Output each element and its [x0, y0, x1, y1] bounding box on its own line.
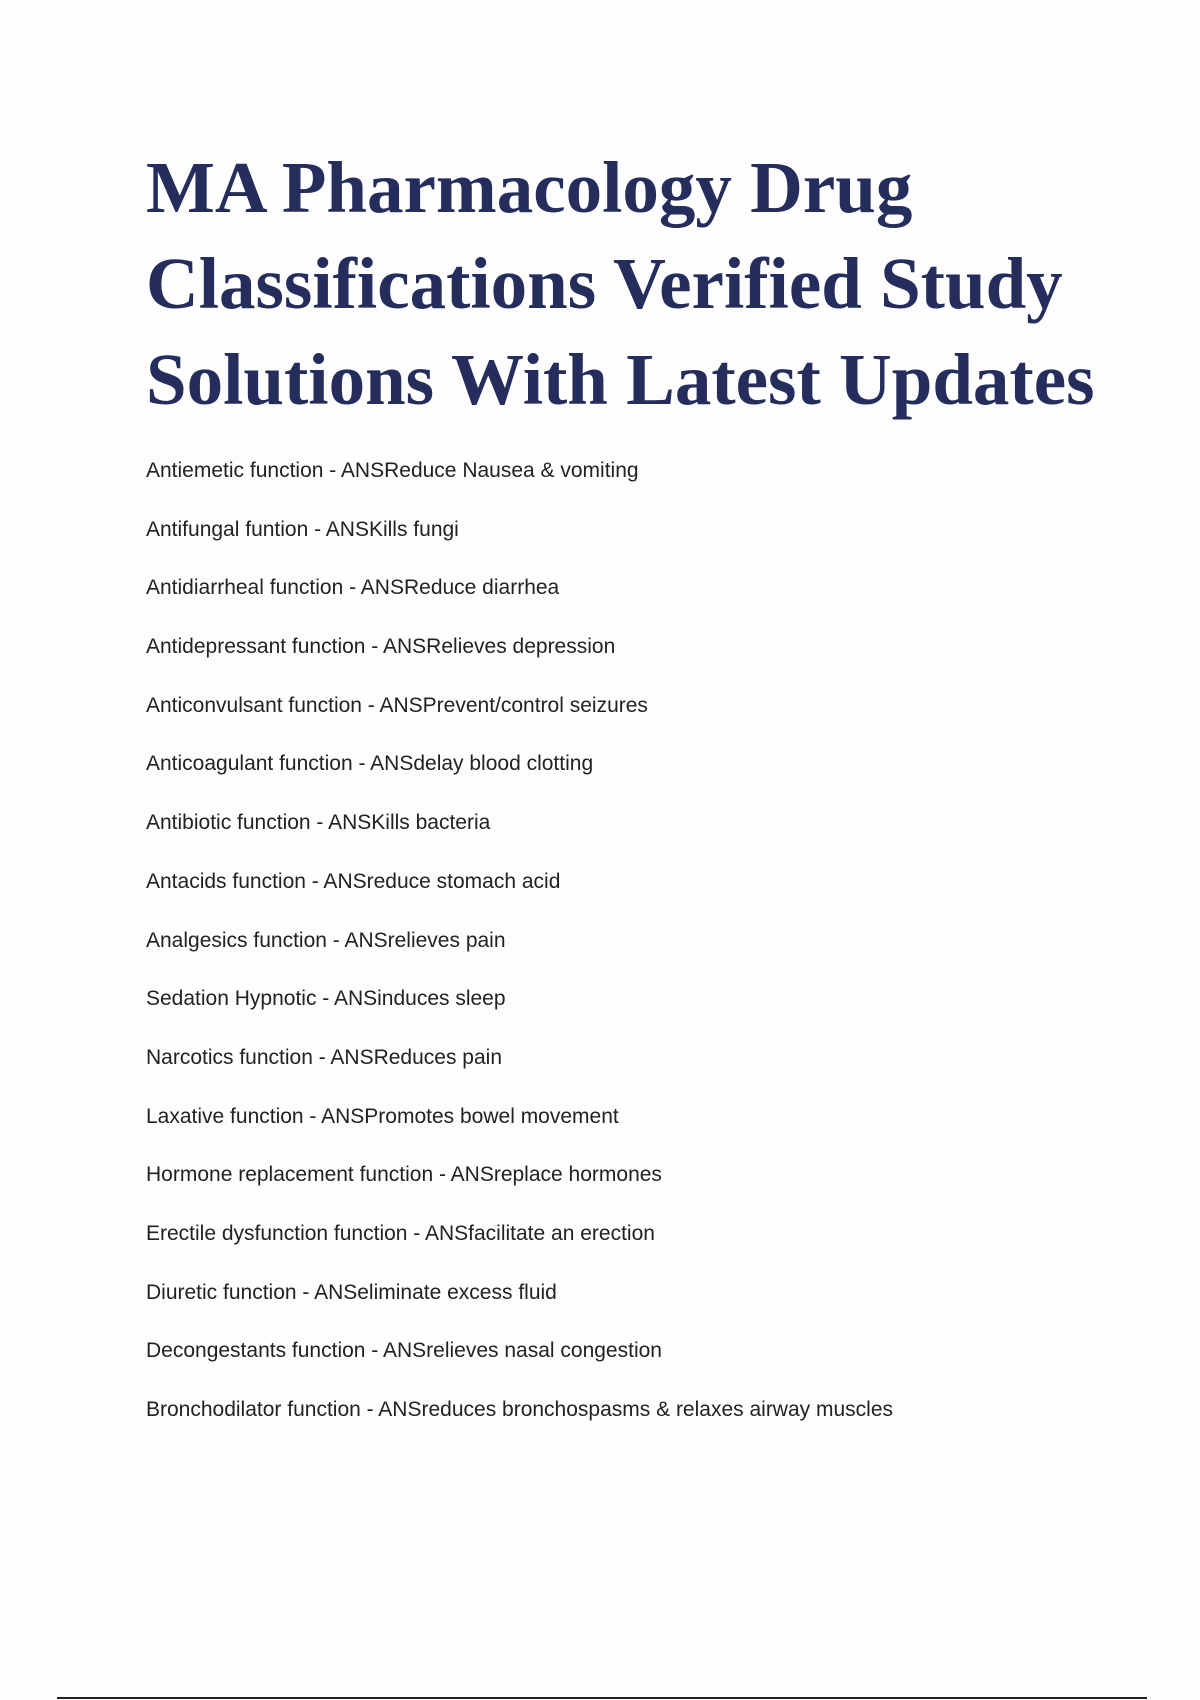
list-item: Antifungal funtion - ANSKills fungi [146, 517, 459, 541]
list-item: Antidepressant function - ANSRelieves depression [146, 635, 616, 659]
list-item: Antacids function - ANSreduce stomach acid [146, 869, 561, 893]
list-item: Erectile dysfunction function - ANSfacilitate an erection [146, 1221, 655, 1245]
list-item: Antibiotic function - ANSKills bacteria [146, 811, 491, 835]
list-item: Decongestants function - ANSrelieves nasal congestion [146, 1339, 662, 1363]
list-item: Hormone replacement function - ANSreplace hormones [146, 1163, 662, 1187]
page-bottom-divider [57, 1697, 1147, 1699]
list-item: Anticoagulant function - ANSdelay blood clotting [146, 752, 594, 776]
list-item: Analgesics function - ANSrelieves pain [146, 928, 506, 952]
entry-list [146, 458, 1146, 1456]
list-item: Narcotics function - ANSReduces pain [146, 1045, 503, 1069]
document-title: MA Pharmacology Drug Classifications Verified Study Solutions With Latest Updates [146, 147, 1095, 420]
list-item: Anticonvulsant function - ANSPrevent/control seizures [146, 693, 648, 717]
list-item: Diuretic function - ANSeliminate excess fluid [146, 1280, 557, 1304]
list-item: Laxative function - ANSPromotes bowel movement [146, 1104, 619, 1128]
list-item: Sedation Hypnotic - ANSinduces sleep [146, 987, 506, 1011]
list-item: Antiemetic function - ANSReduce Nausea & vomiting [146, 459, 639, 482]
list-item: Bronchodilator function - ANSreduces bronchospasms & relaxes airway muscles [146, 1398, 894, 1421]
list-item: Antidiarrheal function - ANSReduce diarrhea [146, 576, 560, 600]
